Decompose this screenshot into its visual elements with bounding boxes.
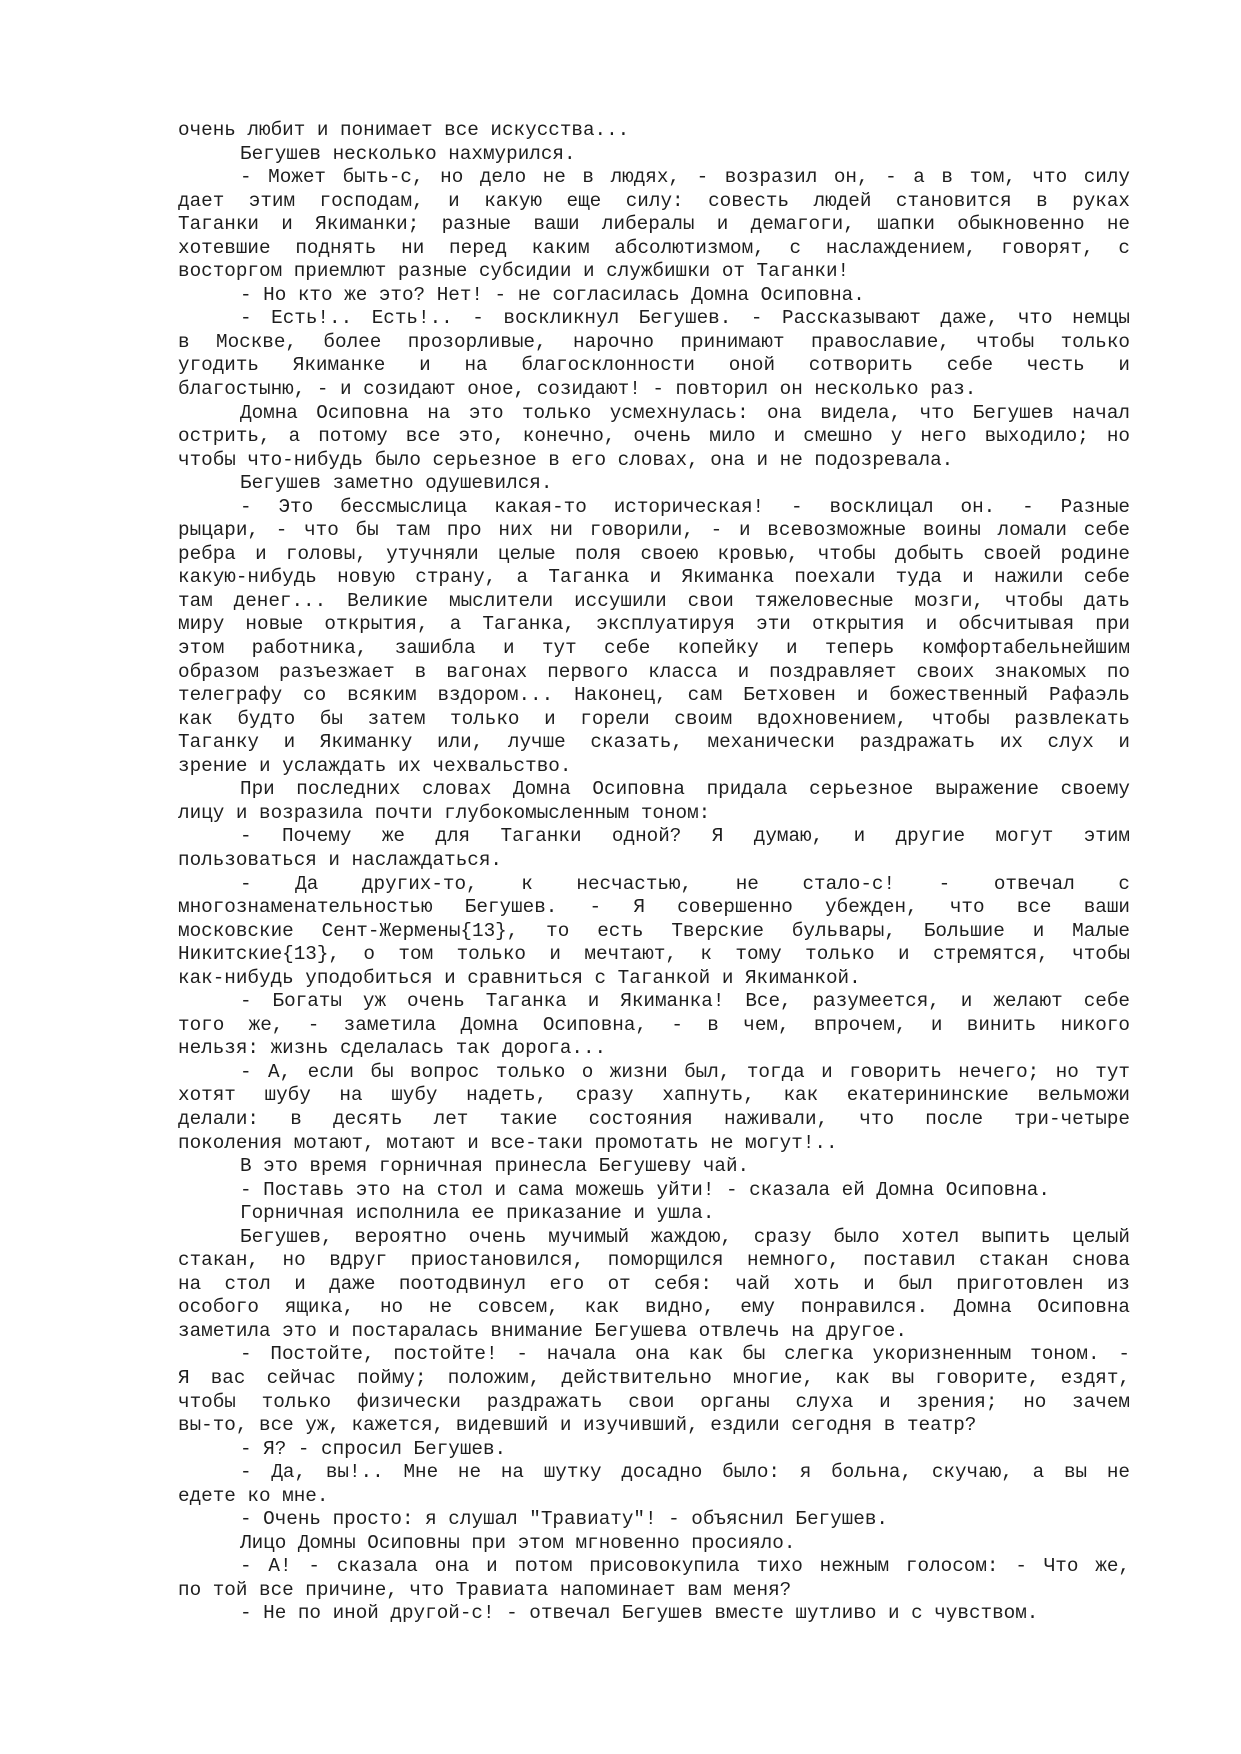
- text-line: многознаменательностью Бегушев. - Я совершенно убежден, что все ваши: [178, 896, 1130, 919]
- text-line: делали: в десять лет такие состояния наживали, что после три-четыре: [178, 1107, 1130, 1130]
- text-line: этом работника, зашибла и тут себе копейку и теперь комфортабельнейшим: [178, 637, 1130, 660]
- text-line: Я вас сейчас пойму; положим, действительно многие, как вы говорите, ездят,: [178, 1366, 1130, 1389]
- text-line: того же, - заметила Домна Осиповна, - в чем, впрочем, и винить никого: [178, 1013, 1130, 1036]
- text-line: по той все причине, что Травиата напоминает вам меня?: [178, 1578, 792, 1601]
- text-line: хотевшие поднять ни перед каким абсолютизмом, с наслаждением, говорят, с: [178, 236, 1130, 259]
- text-line: - А! - сказала она и потом присовокупила тихо нежным голосом: - Что же,: [240, 1555, 1130, 1578]
- text-line: Бегушев несколько нахмурился.: [240, 142, 576, 165]
- text-line: - Я? - спросил Бегушев.: [240, 1437, 507, 1460]
- text-line: Горничная исполнила ее приказание и ушла.: [240, 1202, 715, 1225]
- text-line: стакан, но вдруг приостановился, поморщился немного, поставил стакан снова: [178, 1249, 1130, 1272]
- text-line: - Да других-то, к несчастью, не стало-с! - отвечал с: [240, 872, 1130, 895]
- text-line: - Постойте, постойте! - начала она как бы слегка укоризненным тоном. -: [240, 1343, 1130, 1366]
- text-line: на стол и даже поотодвинул его от себя: чай хоть и был приготовлен из: [178, 1272, 1130, 1295]
- text-line: - А, если бы вопрос только о жизни был, тогда и говорить нечего; но тут: [240, 1060, 1130, 1083]
- text-line: - Богаты уж очень Таганка и Якиманка! Все, разумеется, и желают себе: [240, 990, 1130, 1013]
- text-line: миру новые открытия, а Таганка, эксплуатируя эти открытия и обсчитывая при: [178, 613, 1130, 636]
- text-line: Бегушев, вероятно очень мучимый жаждою, сразу было хотел выпить целый: [240, 1225, 1130, 1248]
- text-line: - Это бессмыслица какая-то историческая! - восклицал он. - Разные: [240, 495, 1130, 518]
- text-line: - Почему же для Таганки одной? Я думаю, и другие могут этим: [240, 825, 1130, 848]
- text-line: восторгом приемлют разные субсидии и службишки от Таганки!: [178, 260, 850, 283]
- text-line: - Может быть-с, но дело не в людях, - возразил он, - а в том, что силу: [240, 166, 1130, 189]
- text-line: какую-нибудь новую страну, а Таганка и Якиманка поехали туда и нажили себе: [178, 566, 1130, 589]
- text-line: В это время горничная принесла Бегушеву чай.: [240, 1155, 750, 1178]
- text-line: поколения мотают, мотают и все-таки промотать не могут!..: [178, 1131, 838, 1154]
- text-line: При последних словах Домна Осиповна придала серьезное выражение своему: [240, 778, 1130, 801]
- text-line: очень любит и понимает все искусства...: [178, 119, 630, 141]
- document-page: [178, 119, 1130, 1626]
- text-line: дает этим господам, и какую еще силу: совесть людей становится в руках: [178, 189, 1130, 212]
- text-line: - Да, вы!.. Мне не на шутку досадно было: я больна, скучаю, а вы не: [240, 1461, 1130, 1484]
- text-line: - Поставь это на стол и сама можешь уйти! - сказала ей Домна Осиповна.: [240, 1178, 1050, 1201]
- text-line: как-нибудь уподобиться и сравниться с Таганкой и Якиманкой.: [178, 966, 861, 989]
- text-line: благостыню, - и созидают оное, созидают! - повторил он несколько раз.: [178, 378, 977, 401]
- text-line: - Очень просто: я слушал "Травиату"! - объяснил Бегушев.: [240, 1508, 888, 1531]
- text-line: Таганку и Якиманку или, лучше сказать, механически раздражать их слух и: [178, 731, 1130, 754]
- text-line: едете ко мне.: [178, 1484, 329, 1507]
- text-line: там денег... Великие мыслители иссушили свои тяжеловесные мозги, чтобы дать: [178, 589, 1130, 612]
- text-line: Никитские{13}, о том только и мечтают, к тому только и стремятся, чтобы: [178, 943, 1130, 966]
- text-line: в Москве, более прозорливые, нарочно принимают православие, чтобы только: [178, 330, 1130, 353]
- text-line: телеграфу со всяким вздором... Наконец, сам Бетховен и божественный Рафаэль: [178, 684, 1130, 707]
- text-line: зрение и услаждать их чехвальство.: [178, 754, 572, 777]
- text-line: Домна Осиповна на это только усмехнулась: она видела, что Бегушев начал: [240, 401, 1130, 424]
- text-line: ребра и головы, утучняли целые поля своею кровью, чтобы добыть своей родине: [178, 542, 1130, 565]
- text-line: пользоваться и наслаждаться.: [178, 848, 502, 871]
- text-line: рыцари, - что бы там про них ни говорили, - и всевозможные воины ломали себе: [178, 519, 1130, 542]
- text-line: как будто бы затем только и горели своим вдохновением, чтобы развлекать: [178, 707, 1130, 730]
- text-line: вы-то, все уж, кажется, видевший и изучивший, ездили сегодня в театр?: [178, 1414, 977, 1437]
- text-line: Лицо Домны Осиповны при этом мгновенно просияло.: [240, 1531, 796, 1554]
- text-line: - Не по иной другой-с! - отвечал Бегушев вместе шутливо и с чувством.: [240, 1602, 1039, 1625]
- text-line: угодить Якиманке и на благосклонности оной сотворить себе честь и: [178, 354, 1130, 377]
- text-line: чтобы что-нибудь было серьезное в его словах, она и не подозревала.: [178, 448, 954, 471]
- text-line: хотят шубу на шубу надеть, сразу хапнуть, как екатерининские вельможи: [178, 1084, 1130, 1107]
- text-line: лицу и возразила почти глубокомысленным тоном:: [178, 801, 711, 824]
- text-line: Бегушев заметно одушевился.: [240, 472, 553, 495]
- text-line: - Но кто же это? Нет! - не согласилась Домна Осиповна.: [240, 283, 865, 306]
- text-line: - Есть!.. Есть!.. - воскликнул Бегушев. - Рассказывают даже, что немцы: [240, 307, 1130, 330]
- text-line: Таганки и Якиманки; разные ваши либералы и демагоги, шапки обыкновенно не: [178, 213, 1130, 236]
- text-line: острить, а потому все это, конечно, очень мило и смешно у него выходило; но: [178, 425, 1130, 448]
- text-line: нельзя: жизнь сделалась так дорога...: [178, 1037, 607, 1060]
- text-line: чтобы только физически раздражать свои органы слуха и зрения; но зачем: [178, 1390, 1130, 1413]
- text-line: образом разъезжает в вагонах первого класса и поздравляет своих знакомых по: [178, 660, 1130, 683]
- text-line: заметила это и постаралась внимание Бегушева отвлечь на другое.: [178, 1319, 907, 1342]
- text-line: московские Сент-Жермены{13}, то есть Тверские бульвары, Большие и Малые: [178, 919, 1130, 942]
- text-line: особого ящика, но не совсем, как видно, ему понравился. Домна Осиповна: [178, 1296, 1130, 1319]
